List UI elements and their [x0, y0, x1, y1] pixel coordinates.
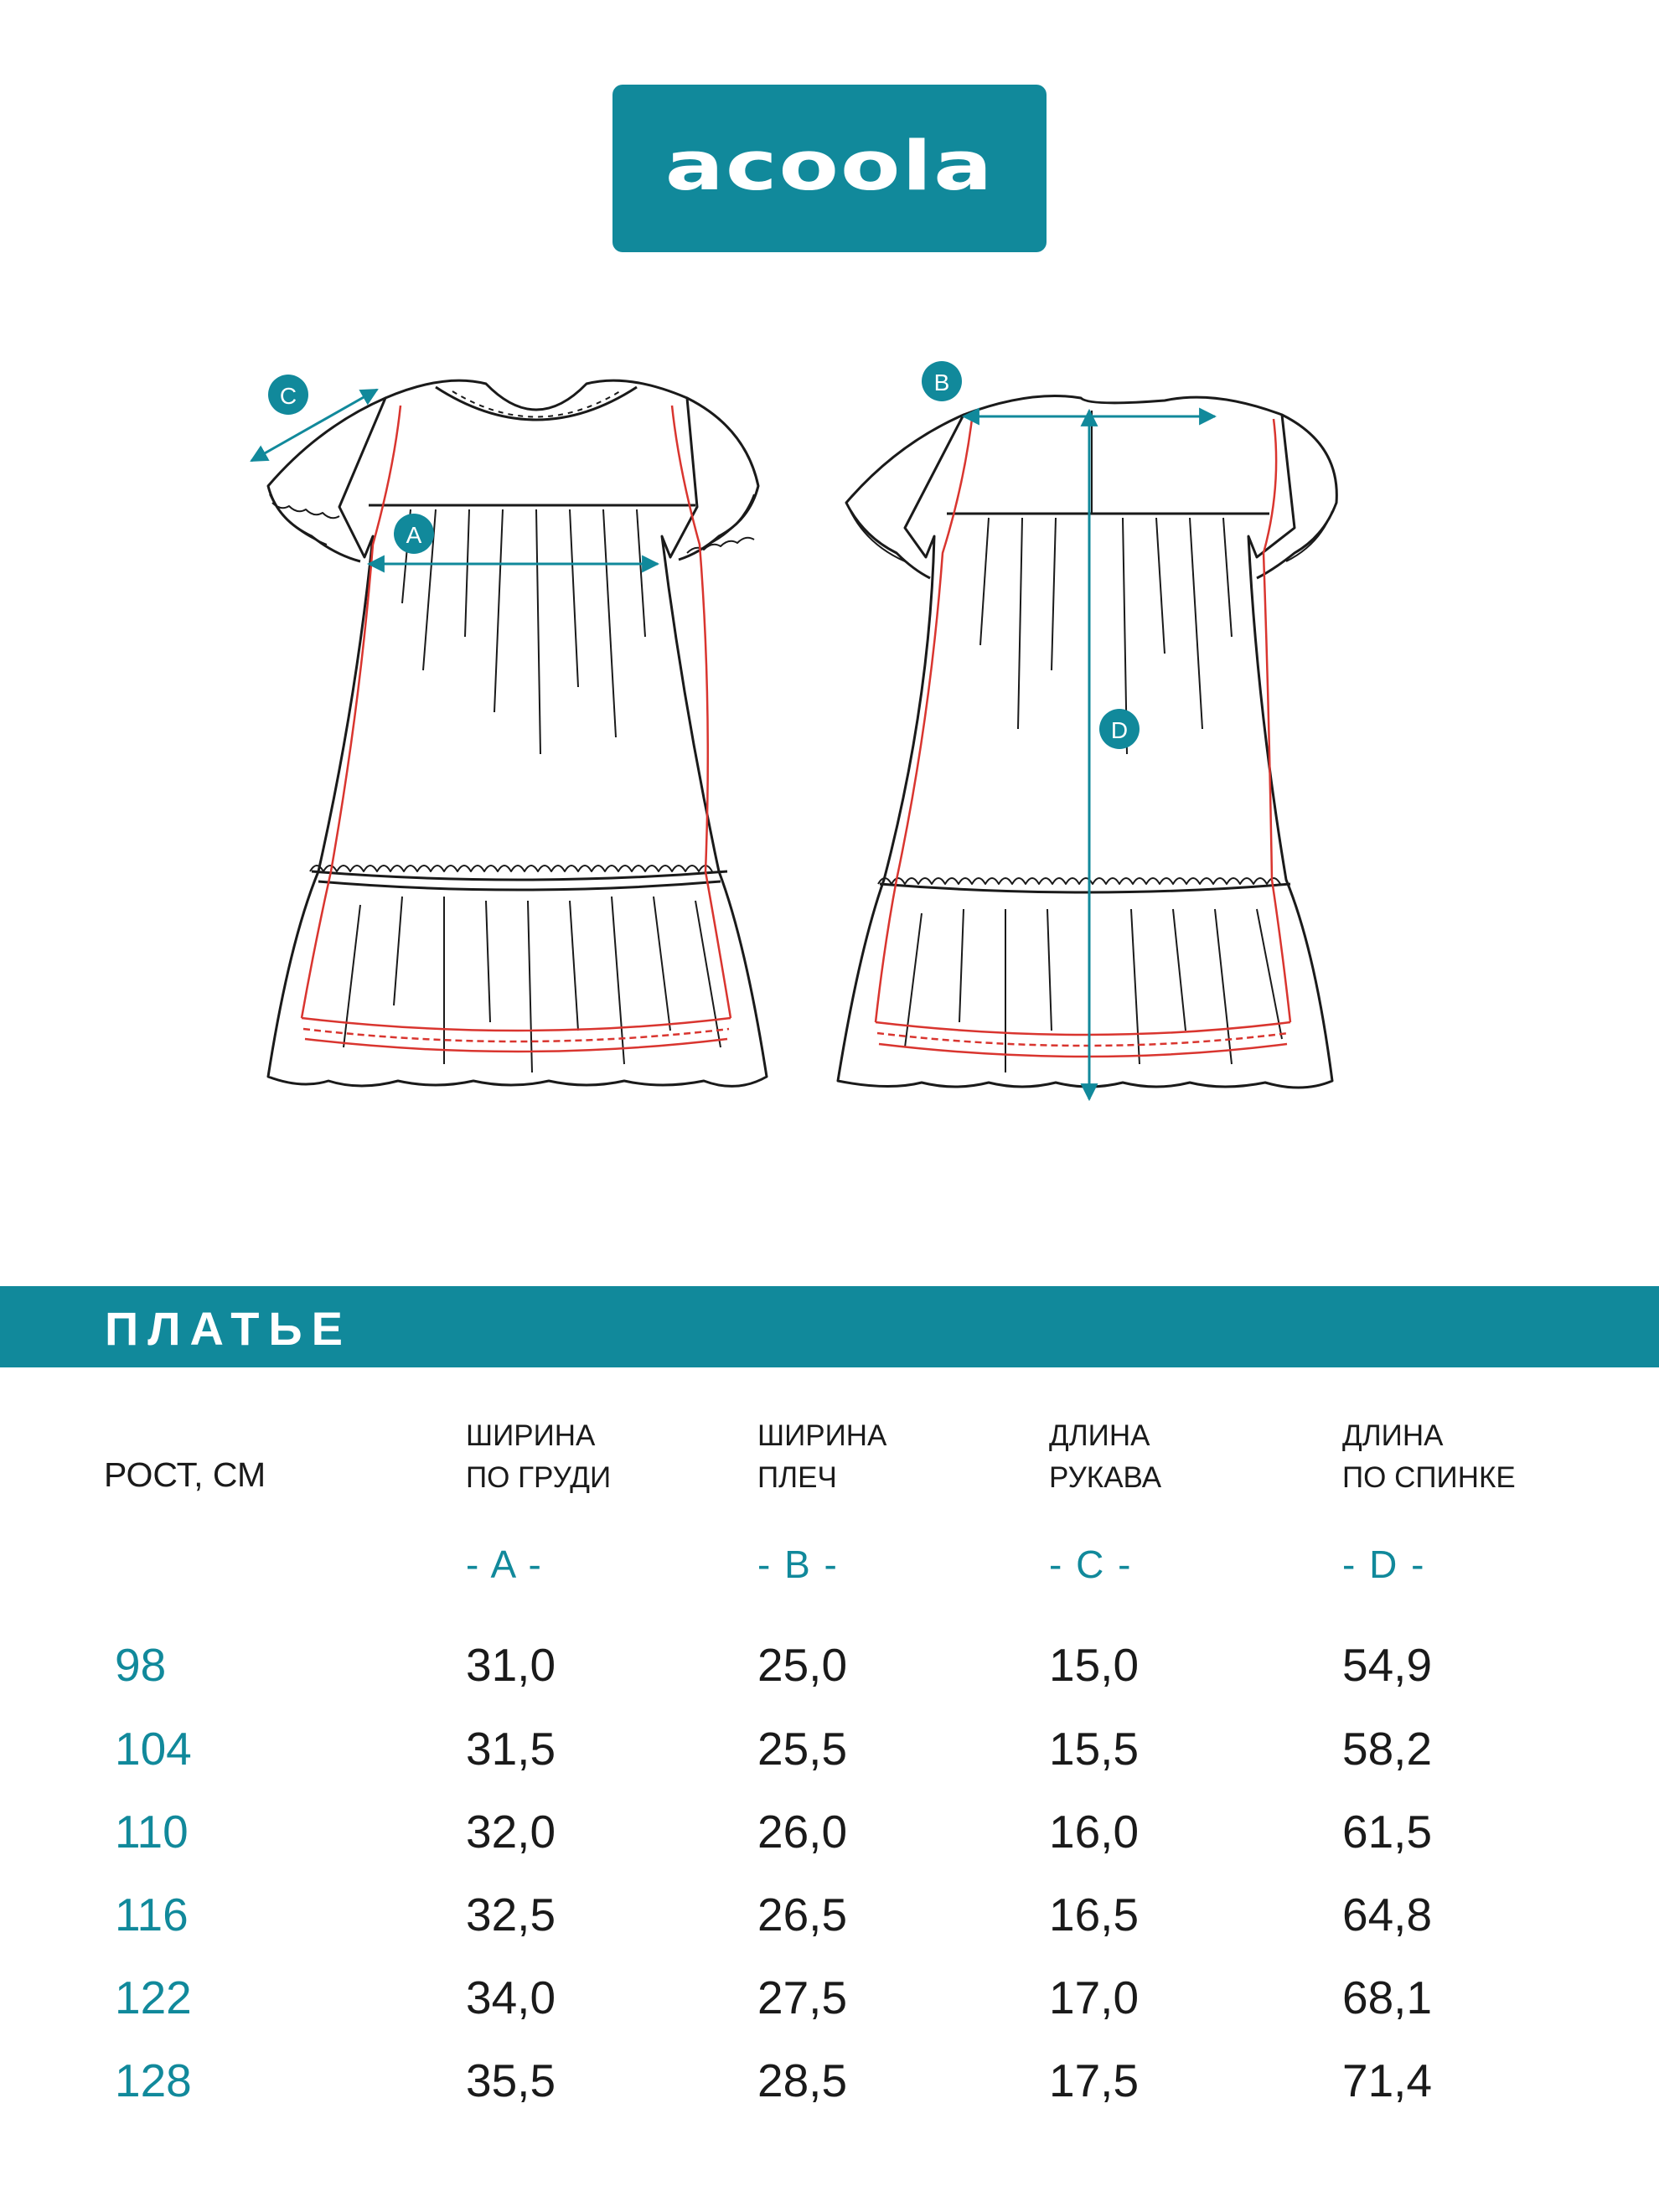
- column-header-a-line1: ШИРИНА: [466, 1419, 596, 1452]
- table-row: [0, 1888, 1659, 1955]
- row-height: 128: [115, 2054, 192, 2106]
- cell-b: 28,5: [757, 2054, 848, 2106]
- cell-d: 68,1: [1342, 1972, 1433, 2023]
- front-view: [268, 380, 767, 1086]
- svg-text:C: C: [279, 383, 297, 409]
- table-row: [0, 2054, 1659, 2121]
- row-height: 116: [115, 1889, 189, 1941]
- column-code-a: - A -: [466, 1543, 543, 1586]
- back-view: [838, 396, 1336, 1088]
- brand-logo-text: acoola: [664, 126, 995, 206]
- column-header-a: [466, 1415, 611, 1499]
- row-height: 122: [115, 1972, 192, 2023]
- cell-a: 31,0: [466, 1639, 556, 1691]
- column-header-b: [757, 1415, 886, 1499]
- height-column-header: РОСТ, СМ: [104, 1455, 266, 1494]
- cell-c: 16,0: [1049, 1806, 1140, 1858]
- column-header-c-line2: РУКАВА: [1049, 1461, 1162, 1494]
- column-header-b-line1: ШИРИНА: [757, 1419, 887, 1452]
- cell-c: 17,5: [1049, 2054, 1140, 2106]
- cell-c: 16,5: [1049, 1889, 1140, 1941]
- column-header-b-line2: ПЛЕЧ: [757, 1461, 837, 1494]
- table-row: [0, 1971, 1659, 2038]
- cell-a: 34,0: [466, 1972, 556, 2023]
- table-row: [0, 1805, 1659, 1872]
- cell-c: 15,5: [1049, 1723, 1140, 1775]
- row-height: 110: [115, 1806, 189, 1858]
- cell-b: 25,0: [757, 1639, 848, 1691]
- column-code-b: - B -: [757, 1543, 839, 1586]
- column-header-d-line1: ДЛИНА: [1342, 1419, 1444, 1452]
- svg-text:D: D: [1110, 717, 1129, 743]
- column-header-a-line2: ПО ГРУДИ: [466, 1461, 612, 1494]
- cell-a: 32,5: [466, 1889, 556, 1941]
- cell-a: 31,5: [466, 1723, 556, 1775]
- cell-b: 26,5: [757, 1889, 848, 1941]
- column-code-c: - C -: [1049, 1543, 1133, 1586]
- cell-d: 58,2: [1342, 1723, 1433, 1775]
- cell-b: 26,0: [757, 1806, 848, 1858]
- cell-b: 27,5: [757, 1972, 848, 2023]
- cell-c: 17,0: [1049, 1972, 1140, 2023]
- column-header-c: [1049, 1415, 1161, 1499]
- product-title: ПЛАТЬЕ: [105, 1302, 353, 1355]
- cell-a: 32,0: [466, 1806, 556, 1858]
- table-row: [0, 1722, 1659, 1789]
- cell-d: 61,5: [1342, 1806, 1433, 1858]
- column-code-d: - D -: [1342, 1543, 1426, 1586]
- svg-text:B: B: [933, 370, 950, 395]
- svg-text:A: A: [406, 522, 422, 548]
- cell-b: 25,5: [757, 1723, 848, 1775]
- column-header-d-line2: ПО СПИНКЕ: [1342, 1461, 1516, 1494]
- cell-d: 64,8: [1342, 1889, 1433, 1941]
- cell-c: 15,0: [1049, 1639, 1140, 1691]
- brand-logo: [612, 85, 1047, 252]
- row-height: 98: [115, 1639, 167, 1691]
- cell-d: 54,9: [1342, 1639, 1433, 1691]
- cell-a: 35,5: [466, 2054, 556, 2106]
- column-header-c-line1: ДЛИНА: [1049, 1419, 1150, 1452]
- dress-technical-drawing: [0, 335, 1659, 1140]
- row-height: 104: [115, 1723, 192, 1775]
- table-row: [0, 1638, 1659, 1705]
- product-title-banner: [0, 1286, 1659, 1367]
- cell-d: 71,4: [1342, 2054, 1433, 2106]
- column-header-d: [1342, 1415, 1516, 1499]
